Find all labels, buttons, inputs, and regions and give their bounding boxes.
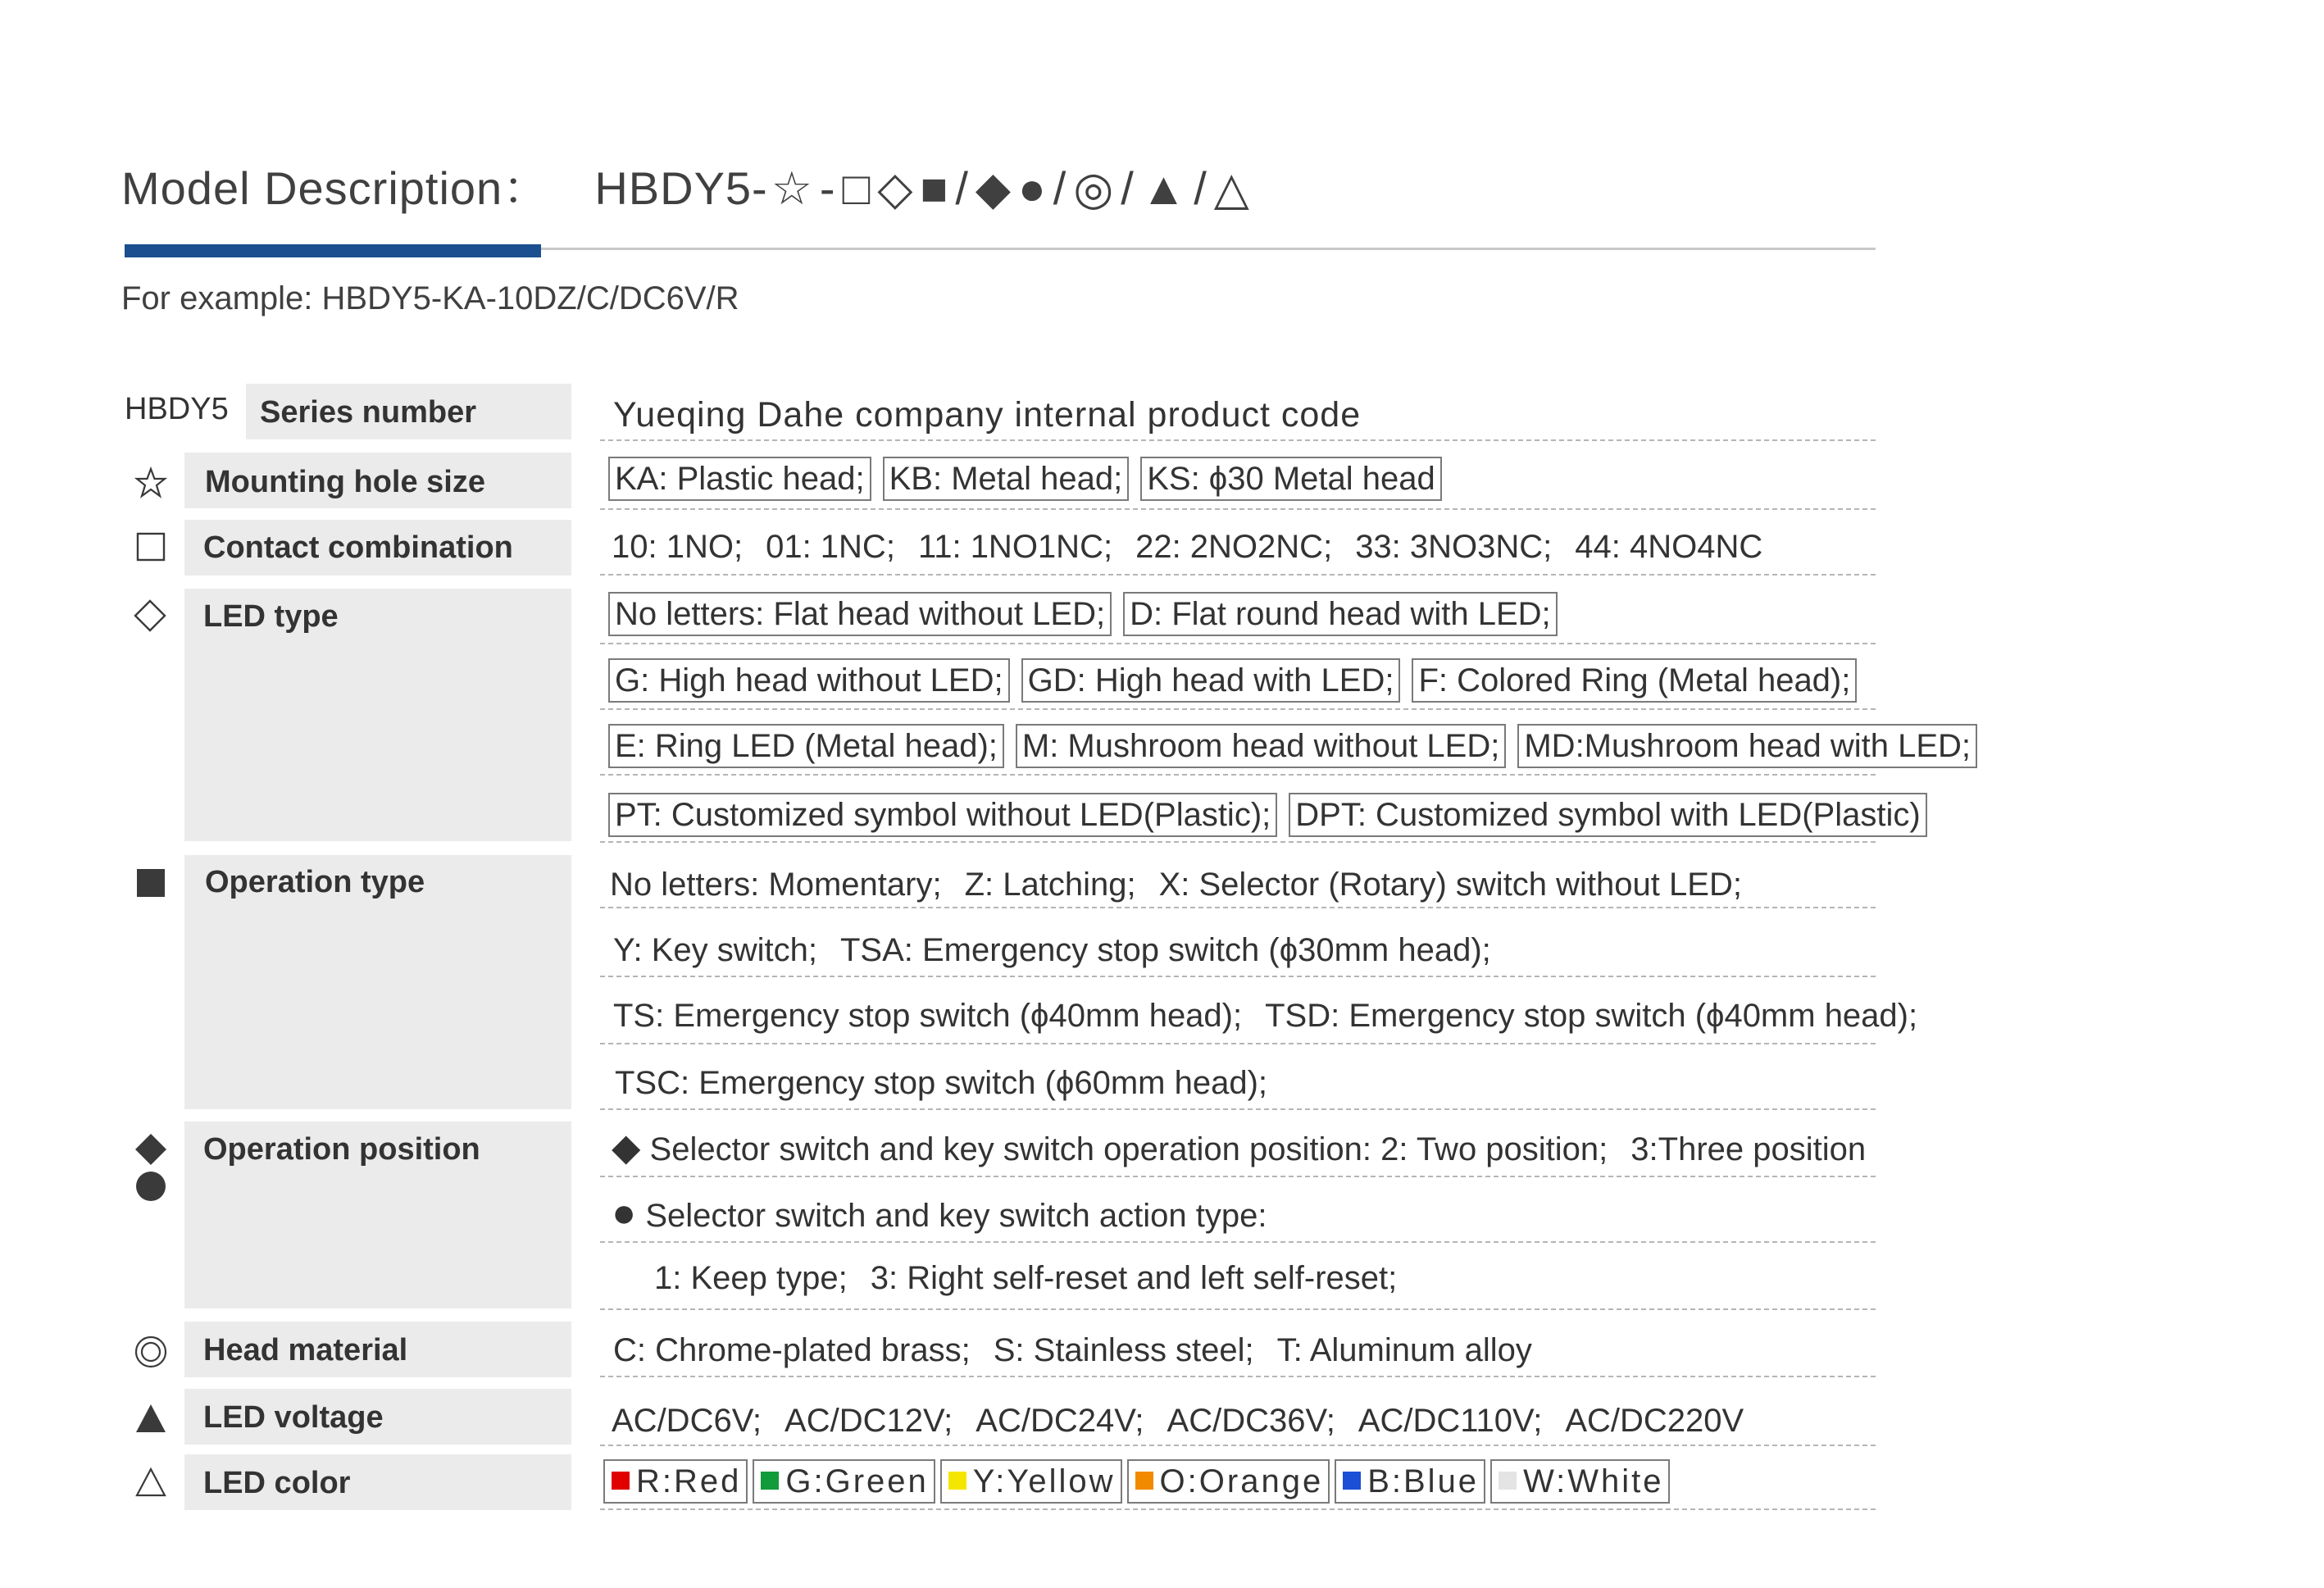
led-type-option: GD: High head with LED; <box>1021 658 1401 703</box>
contact-option: 33: 3NO3NC; <box>1355 529 1553 565</box>
triangle-filled-icon: ▲ <box>1140 162 1188 214</box>
operation-type-line-4 <box>615 1059 1267 1107</box>
led-color-orange <box>1127 1459 1330 1504</box>
double-circle-icon <box>132 1333 170 1371</box>
diamond-filled-icon: ◆ <box>975 162 1012 214</box>
double-circle-icon: ◎ <box>1073 162 1115 214</box>
circle-filled-icon <box>134 1169 168 1204</box>
white-swatch <box>1499 1472 1517 1490</box>
led-color-label: B:Blue <box>1367 1463 1480 1499</box>
title-slash: / <box>955 162 969 214</box>
contact-option: 22: 2NO2NC; <box>1135 529 1333 565</box>
head-material-options <box>613 1326 1532 1374</box>
operation-type-option: TSA: Emergency stop switch (ϕ30mm head); <box>839 932 1491 968</box>
operation-position-text: Selector switch and key switch action type: <box>645 1198 1267 1234</box>
led-color-blue <box>1335 1459 1485 1504</box>
operation-type-option: Z: Latching; <box>964 867 1136 903</box>
contact-option: 10: 1NO; <box>612 529 744 565</box>
row-divider <box>600 907 1876 908</box>
operation-type-option: X: Selector (Rotary) switch without LED; <box>1158 867 1742 903</box>
diamond-outline-icon <box>131 597 169 635</box>
triangle-filled-icon <box>133 1400 169 1436</box>
led-type-line-2 <box>608 657 1868 704</box>
led-voltage-option: AC/DC36V; <box>1167 1403 1335 1439</box>
label-led-voltage: LED voltage <box>203 1400 384 1435</box>
row-divider <box>600 439 1876 441</box>
head-material-option: T: Aluminum alloy <box>1276 1332 1532 1368</box>
led-type-option: G: High head without LED; <box>608 658 1010 703</box>
led-voltage-option: AC/DC110V; <box>1358 1403 1543 1439</box>
operation-type-line-1 <box>610 861 1742 908</box>
led-voltage-options <box>612 1397 1744 1445</box>
led-color-label: Y:Yellow <box>972 1463 1116 1499</box>
led-voltage-option: AC/DC24V; <box>976 1403 1144 1439</box>
operation-type-line-3 <box>613 992 1917 1040</box>
head-material-option: C: Chrome-plated brass; <box>613 1332 971 1368</box>
led-type-line-3 <box>608 722 1989 770</box>
led-color-white <box>1490 1459 1670 1504</box>
red-swatch <box>612 1472 630 1490</box>
row-divider <box>600 1376 1876 1377</box>
example-text: For example: HBDY5-KA-10DZ/C/DC6V/R <box>121 280 739 316</box>
series-value: Yueqing Dahe company internal product code <box>613 395 1362 435</box>
diamond-outline-icon: ◇ <box>877 162 914 214</box>
operation-type-option: TS: Emergency stop switch (ϕ40mm head); <box>613 998 1243 1034</box>
circle-filled-icon: ● <box>1017 162 1047 214</box>
title-dash: - <box>819 162 836 214</box>
label-led-color: LED color <box>203 1466 351 1500</box>
row-divider <box>600 1241 1876 1243</box>
green-swatch <box>761 1472 779 1490</box>
star-outline-icon <box>132 464 170 502</box>
row-divider <box>600 976 1876 977</box>
row-divider <box>600 643 1876 644</box>
operation-type-option: Y: Key switch; <box>613 932 817 968</box>
square-outline-icon: □ <box>842 162 871 214</box>
led-color-label: G:Green <box>785 1463 929 1499</box>
row-divider <box>600 1508 1876 1510</box>
led-color-red <box>603 1459 748 1504</box>
head-material-option: S: Stainless steel; <box>993 1332 1254 1368</box>
title-slash: / <box>1121 162 1135 214</box>
row-divider <box>600 774 1876 776</box>
led-color-options <box>603 1458 1675 1505</box>
contact-option: 44: 4NO4NC <box>1575 529 1763 565</box>
row-divider <box>600 1043 1876 1044</box>
led-type-option: No letters: Flat head without LED; <box>608 592 1112 636</box>
diamond-filled-icon: ◆ <box>612 1126 641 1168</box>
operation-type-option: TSC: Emergency stop switch (ϕ60mm head); <box>615 1065 1267 1101</box>
blue-swatch <box>1343 1472 1361 1490</box>
title-slash: / <box>1194 162 1207 214</box>
row-divider <box>600 708 1876 710</box>
yellow-swatch <box>948 1472 966 1490</box>
triangle-outline-icon: △ <box>1213 162 1250 214</box>
operation-position-option: 1: Keep type; <box>654 1260 848 1296</box>
operation-position-line-1 <box>612 1123 1866 1173</box>
triangle-outline-icon <box>133 1464 169 1500</box>
led-type-option: E: Ring LED (Metal head); <box>608 724 1004 768</box>
title-slash: / <box>1053 162 1067 214</box>
led-color-label: W:White <box>1523 1463 1664 1499</box>
row-divider <box>600 1108 1876 1110</box>
operation-position-text: 3:Three position <box>1630 1131 1867 1167</box>
mounting-options <box>608 455 1453 503</box>
square-filled-icon: ■ <box>920 162 949 214</box>
title-model: HBDY5- <box>594 162 768 214</box>
led-type-option: D: Flat round head with LED; <box>1123 592 1558 636</box>
label-operation-position: Operation position <box>203 1132 480 1167</box>
diamond-filled-icon <box>133 1131 169 1167</box>
header-accent-bar <box>125 244 541 257</box>
led-color-green <box>753 1459 935 1504</box>
label-series-number: Series number <box>260 395 476 430</box>
option-ka: KA: Plastic head; <box>608 457 871 501</box>
label-led-type: LED type <box>203 599 339 634</box>
led-color-label: R:Red <box>636 1463 742 1499</box>
led-type-option: DPT: Customized symbol with LED(Plastic) <box>1289 793 1926 837</box>
label-operation-type: Operation type <box>205 865 425 899</box>
led-type-option: M: Mushroom head without LED; <box>1016 724 1506 768</box>
operation-position-line-3 <box>654 1254 1397 1302</box>
contact-option: 11: 1NO1NC; <box>917 529 1113 565</box>
led-type-option: F: Colored Ring (Metal head); <box>1412 658 1857 703</box>
row-divider <box>600 1308 1876 1310</box>
operation-type-option: No letters: Momentary; <box>610 867 942 903</box>
orange-swatch <box>1135 1472 1153 1490</box>
square-outline-icon <box>134 530 167 563</box>
label-mounting-hole-size: Mounting hole size <box>205 465 485 499</box>
operation-position-text: Selector switch and key switch operation position: 2: Two position; <box>649 1131 1608 1167</box>
title-label: Model Description： <box>121 162 550 214</box>
contact-option: 01: 1NC; <box>766 529 895 565</box>
led-color-label: O:Orange <box>1159 1463 1324 1499</box>
option-ks: KS: ϕ30 Metal head <box>1140 457 1442 501</box>
series-code: HBDY5 <box>125 392 229 426</box>
label-head-material: Head material <box>203 1333 408 1367</box>
led-voltage-option: AC/DC12V; <box>785 1403 953 1439</box>
led-voltage-option: AC/DC6V; <box>612 1403 762 1439</box>
operation-type-line-2 <box>613 926 1491 974</box>
row-divider <box>600 1176 1876 1177</box>
operation-type-option: TSD: Emergency stop switch (ϕ40mm head); <box>1265 998 1918 1034</box>
led-type-line-1 <box>608 590 1569 638</box>
led-type-option: MD:Mushroom head with LED; <box>1517 724 1977 768</box>
operation-position-option: 3: Right self-reset and left self-reset; <box>870 1260 1398 1296</box>
circle-filled-icon: ● <box>612 1190 637 1235</box>
square-filled-icon <box>134 867 167 899</box>
led-type-option: PT: Customized symbol without LED(Plastic); <box>608 793 1277 837</box>
row-divider <box>600 574 1876 576</box>
page-title <box>121 156 1253 221</box>
led-color-yellow <box>940 1459 1122 1504</box>
row-divider <box>600 1445 1876 1446</box>
row-divider <box>600 841 1876 843</box>
star-outline-icon: ☆ <box>771 162 813 214</box>
contact-options <box>612 523 1762 571</box>
led-voltage-option: AC/DC220V <box>1565 1403 1744 1439</box>
led-type-line-4 <box>608 791 1939 839</box>
row-divider <box>600 508 1876 510</box>
operation-position-line-2 <box>612 1189 1267 1240</box>
label-contact-combination: Contact combination <box>203 530 513 565</box>
option-kb: KB: Metal head; <box>883 457 1130 501</box>
